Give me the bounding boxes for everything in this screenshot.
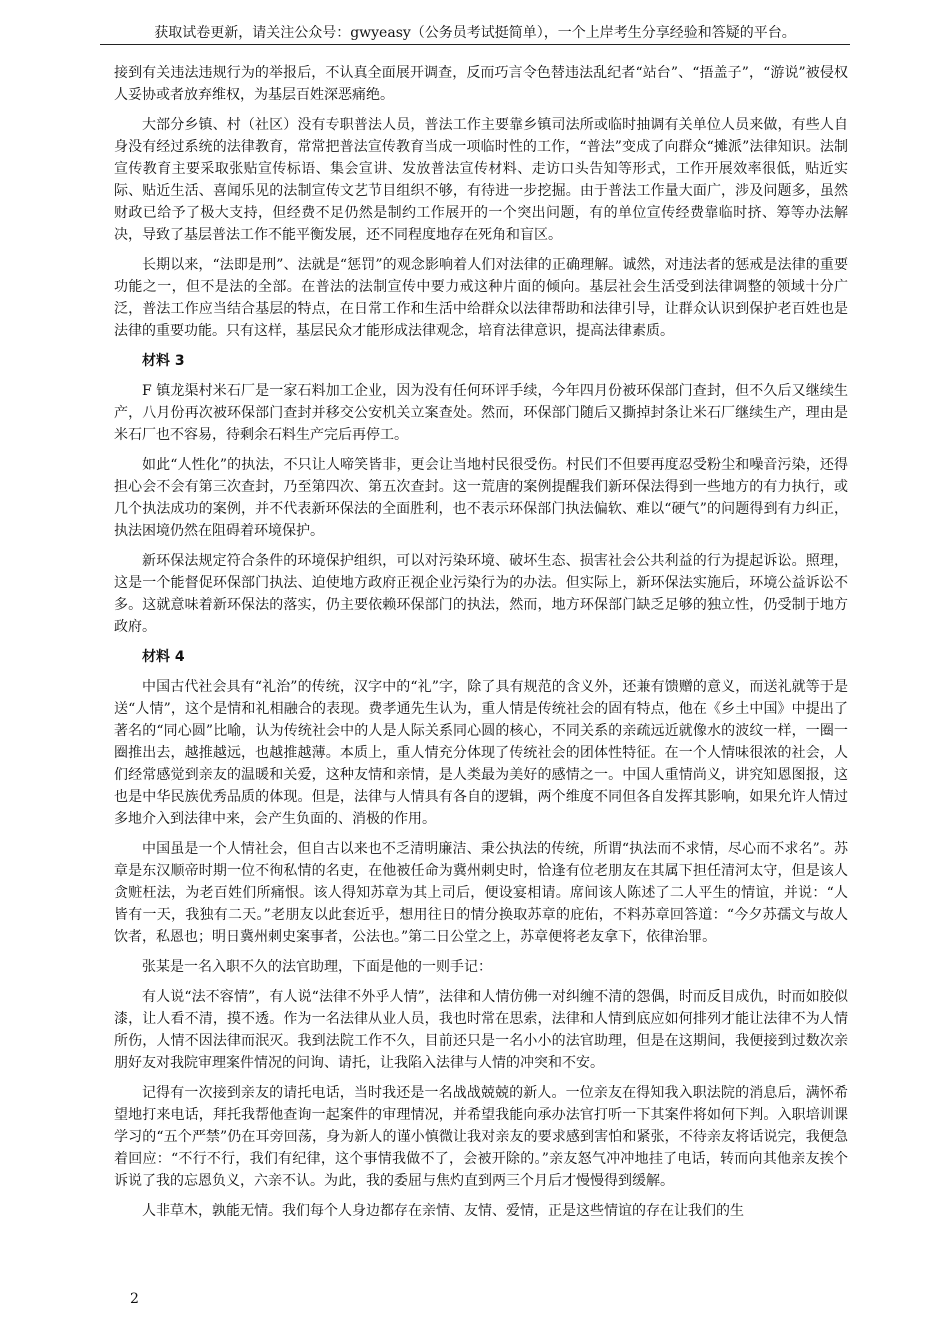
- continued-paragraph: 接到有关违法违规行为的举报后，不认真全面展开调查，反而巧言令色替违法乱纪者“站台”、“捂盖子”，“游说”被侵权人妥协或者放弃维权，为基层百姓深恶痛绝。: [114, 65, 848, 103]
- paragraph: 新环保法规定符合条件的环境保护组织，可以对污染环境、破坏生态、损害社会公共利益的行为提起诉讼。照理，这是一个能督促环保部门执法、迫使地方政府正视企业污染行为的办法。但实际上，新环保法实施后，环境公益诉讼不多。这就意味着新环保法的落实，仍主要依赖环保部门的执法，然而，地方环保部门缺乏足够的独立性，仍受制于地方政府。: [114, 553, 848, 635]
- paragraph: F 镇龙渠村米石厂是一家石料加工企业，因为没有任何环评手续，今年四月份被环保部门查封，但不久后又继续生产，八月份再次被环保部门查封并移交公安机关立案查处。然而，环保部门随后又撕掉封条让米石厂继续生产，理由是米石厂也不容易，待剩余石料生产完后再停工。: [114, 383, 848, 443]
- paragraph: 人非草木，孰能无情。我们每个人身边都存在亲情、友情、爱情，正是这些情谊的存在让我们的生: [142, 1203, 744, 1219]
- material-4-heading: 材料 4: [142, 649, 185, 665]
- paragraph: 记得有一次接到亲友的请托电话，当时我还是一名战战兢兢的新人。一位亲友在得知我入职法院的消息后，满怀希望地打来电话，拜托我帮他查询一起案件的审理情况，并希望我能向承办法官打听一下其案件将如何下判。入职培训课学习的“五个严禁”仍在耳旁回荡，身为新人的谨小慎微让我对亲友的要求感到害怕和紧张，不待亲友将话说完，我便急着回应：“不行不行，我们有纪律，这个事情我做不了，会被开除的。”亲友怒气冲冲地挂了电话，转而向其他亲友挨个诉说了我的忘恩负义，六亲不认。为此，我的委屈与焦灼直到两三个月后才慢慢得到缓解。: [114, 1085, 848, 1189]
- header-notice: 获取试卷更新，请关注公众号：gwyeasy（公务员考试挺简单），一个上岸考生分享经验和答疑的平台。: [154, 25, 796, 41]
- page-number: 2: [130, 1291, 139, 1307]
- paragraph: 张某是一名入职不久的法官助理，下面是他的一则手记：: [142, 959, 492, 975]
- paragraph: 有人说“法不容情”，有人说“法律不外乎人情”，法律和人情仿佛一对纠缠不清的怨偶，时而反目成仇，时而如胶似漆，让人看不清，摸不透。作为一名法律从业人员，我也时常在思索，法律和人情到底应如何排列才能让法律不为人情所伤，人情不因法律而泯灭。我到法院工作不久，目前还只是一名小小的法官助理，但是在这期间，我便接到过数次亲朋好友对我院审理案件情况的问询、请托，让我陷入法律与人情的冲突和不安。: [114, 989, 848, 1071]
- paragraph: 中国古代社会具有“礼治”的传统，汉字中的“礼”字，除了具有规范的含义外，还兼有馈赠的意义，而送礼就等于是送“人情”，这个是情和礼相融合的表现。费孝通先生认为，重人情是传统社会的固有特点，他在《乡土中国》中提出了著名的“同心圆”比喻，认为传统社会中的人是人际关系同心圆的核心，不同关系的亲疏远近就像水的波纹一样，一圈一圈推出去，越推越远，也越推越薄。本质上，重人情充分体现了传统社会的团体性特征。在一个人情味很浓的社会，人们经常感觉到亲友的温暖和关爱，这种友情和亲情，是人类最为美好的感情之一。中国人重情尚义，讲究知恩图报，这也是中华民族优秀品质的体现。但是，法律与人情具有各自的逻辑，两个维度不同但各自发挥其影响，如果允许人情过多地介入到法律中来，会产生负面的、消极的作用。: [114, 679, 848, 827]
- document-body: [114, 62, 848, 1230]
- paragraph: 长期以来，“法即是刑”、法就是“惩罚”的观念影响着人们对法律的正确理解。诚然，对违法者的惩戒是法律的重要功能之一，但不是法的全部。在普法的法制宣传中要力戒这种片面的倾向。基层社会生活受到法律调整的领域十分广泛，普法工作应当结合基层的特点，在日常工作和生活中给群众以法律帮助和法律引导，让群众认识到保护老百姓也是法律的重要功能。只有这样，基层民众才能形成法律观念，培育法律意识，提高法律素质。: [114, 257, 848, 339]
- material-3-heading: 材料 3: [142, 353, 185, 369]
- paragraph: 大部分乡镇、村（社区）没有专职普法人员，普法工作主要靠乡镇司法所或临时抽调有关单位人员来做，有些人自身没有经过系统的法律教育，常常把普法宣传教育当成一项临时性的工作，“普法”变成了向群众“摊派”法律知识。法制宣传教育主要采取张贴宣传标语、集会宣讲、发放普法宣传材料、走访口头告知等形式，工作开展效率很低，贴近实际、贴近生活、喜闻乐见的法制宣传文艺节目组织不够，有待进一步挖掘。由于普法工作量大面广，涉及问题多，虽然财政已给予了极大支持，但经费不足仍然是制约工作展开的一个突出问题，有的单位宣传经费靠临时挤、筹等办法解决，导致了基层普法工作不能平衡发展，还不同程度地存在死角和盲区。: [114, 117, 848, 243]
- paragraph: 如此“人性化”的执法，不只让人啼笑皆非，更会让当地村民很受伤。村民们不但要再度忍受粉尘和噪音污染，还得担心会不会有第三次查封，乃至第四次、第五次查封。这一荒唐的案例提醒我们新环保法得到一些地方的有力执行，或几个执法成功的案例，并不代表新环保法的全面胜利，也不表示环保部门执法偏软、难以“硬气”的问题得到有力纠正，执法困境仍然在阻碍着环境保护。: [114, 457, 848, 539]
- header-divider: [100, 44, 850, 45]
- paragraph: 中国虽是一个人情社会，但自古以来也不乏清明廉洁、秉公执法的传统，所谓“执法而不求情，尽心而不求名”。苏章是东汉顺帝时期一位不徇私情的名吏，在他被任命为冀州刺史时，恰逢有位老朋友在其属下担任清河太守，但是该人贪赃枉法，为老百姓们所痛恨。该人得知苏章为其上司后，便设宴相请。席间该人陈述了二人平生的情谊，并说：“人皆有一天，我独有二天。”老朋友以此套近乎，想用往日的情分换取苏章的庇佑，不料苏章回答道：“今夕苏孺文与故人饮者，私恩也；明日冀州刺史案事者，公法也。”第二日公堂之上，苏章便将老友拿下，依律治罪。: [114, 841, 848, 945]
